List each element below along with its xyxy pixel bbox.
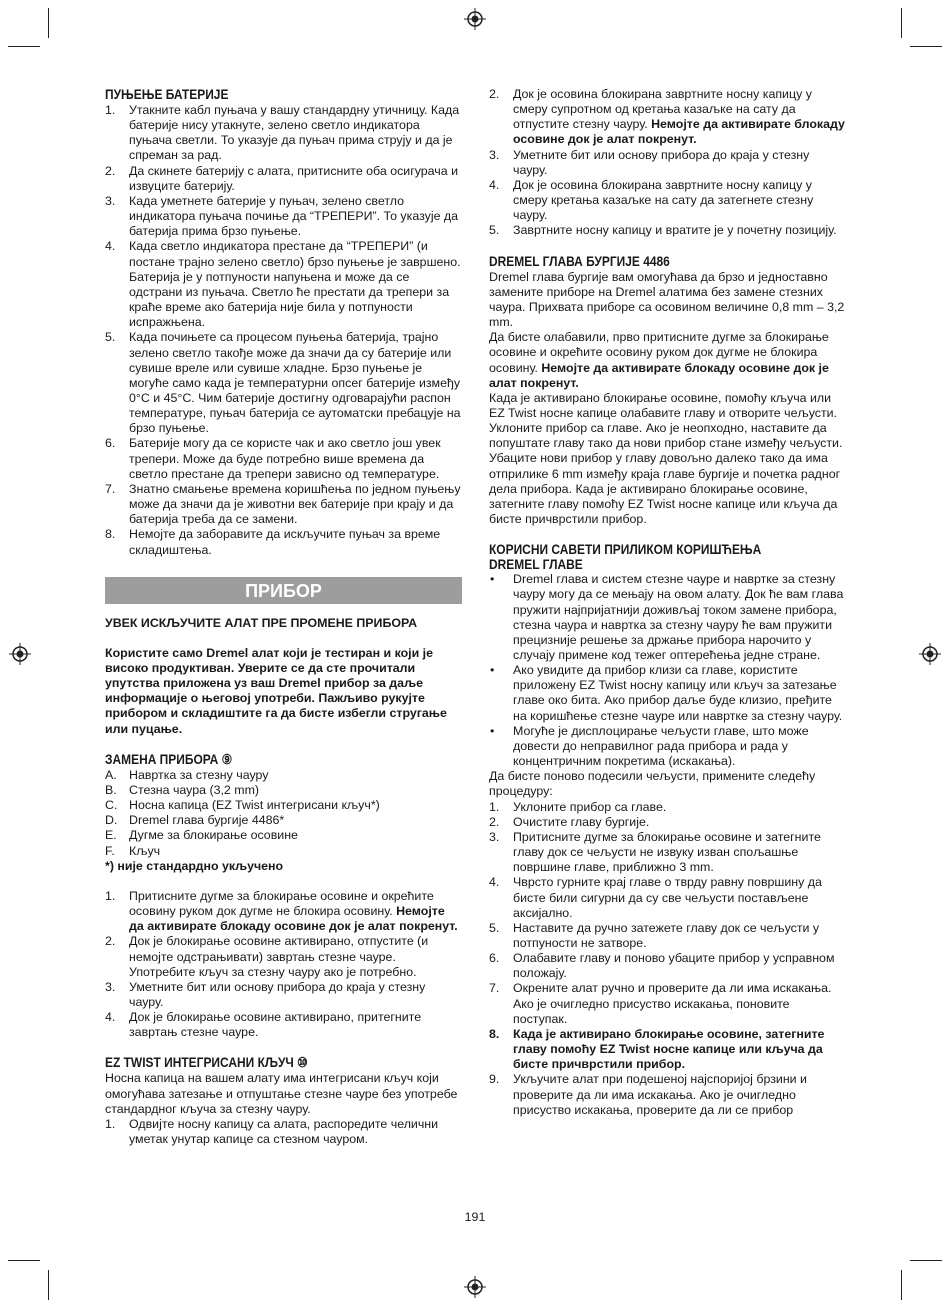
use-dremel-paragraph: Користите само Dremel алат који је тестиран и који је високо продуктиван. Уверите се да сте прочитали упутства приложена уз ваш Dremel прибор за даље информације о његовој употреби. Пажљиво рукујте прибором и складиштите га да бисте избегли стругање или пуцање. [105, 645, 447, 736]
list-item: 1. Притисните дугме за блокирање осовине и окрећите осовину руком док дугме не блокира осовину. Немојте да активирате блокаду осовине док је алат покренут. [105, 888, 458, 934]
list-item: • Ако увидите да прибор клизи са главе, користите приложену EZ Twist носну капицу или кључ за затезање главе око бита. Ако прибор даље буде клизио, пређите на коришћење стезне чауре или навртке за стезну чауру. [490, 663, 843, 723]
crop-mark [901, 8, 902, 38]
list-item: 8. Када је активирано блокирање осовине, затегните главу помоћу EZ Twist носне капице или кључа да бисте причврстили прибор. [489, 1026, 825, 1072]
tips-title: КОРИСНИ САВЕТИ ПРИЛИКОМ КОРИШЋЕЊА DREMEL ГЛАВЕ [489, 542, 762, 573]
list-item: A. Навртка за стезну чауру [105, 767, 269, 782]
list-item: 5. Када почињете са процесом пуњења батерија, трајно зелено светло такође може да значи да су батерије или сувише вреле или сувише хладне. Брзо пуњење је могуће само када је температурни опсег батерије између 0°C и 45°C. Чим батерије достигну одговарајући распон температуре, пуњач батерија се аутоматски пребацује на брзо пуњење. [105, 330, 461, 436]
crop-mark [910, 46, 942, 47]
list-item: 7. Окрените алат ручно и проверите да ли има искакања. Ако је очигледно присуство искакања, поновите поступак. [489, 981, 832, 1026]
page-number: 191 [464, 1210, 486, 1224]
list-item: 1. Уклоните прибор са главе. [489, 799, 667, 814]
chuck-paragraph: Уклоните прибор са главе. Ако је неопходно, наставите да попуштате главу тако да нови прибор стане између чељусти. Убаците нови прибор у главу довољно далеко тако да има отприлике 6 mm између краја главе бургије и почетка радног дела прибора. Када је активирано блокирање осовине, затегните главу помоћу EZ Twist носне капице или кључа да бисте причврстили прибор. [489, 421, 843, 527]
registration-mark-icon [9, 643, 31, 665]
list-item: 8. Немојте да заборавите да искључите пуњач за време складиштења. [105, 527, 441, 557]
list-item: 9. Укључите алат при подешеној најспоријој брзини и проверите да ли има искакања. Ако је очигледно присуство искакања, проверите да ли се прибор [489, 1072, 807, 1117]
ez-steps [105, 1117, 462, 1147]
right-column [489, 87, 846, 1118]
section-banner: ПРИБОР [105, 577, 462, 604]
chuck-paragraph: Када је активирано блокирање осовине, помоћу кључа или EZ Twist носне капице олабавите главу и отворите чељусти. [489, 390, 838, 420]
chuck-paragraph: Да бисте олабавили, прво притисните дугме за блокирање осовине и окрећите осовину руком док дугме не блокира осовину. Немојте да активирате блокаду осовине док је алат покренут. [489, 330, 829, 390]
registration-mark-icon [919, 643, 941, 665]
crop-mark [901, 1270, 902, 1300]
change-accessories-title: ЗАМЕНА ПРИБОРА ⑨ [105, 751, 233, 767]
list-item: 3. Уметните бит или основу прибора до краја у стезну чауру. [105, 979, 426, 1009]
list-item: 2. Док је блокирање осовине активирано, отпустите (и немојте одстрањивати) завртањ стезне чауре. Употребите кључ за стезну чауру ако је потребно. [105, 934, 429, 979]
list-item: E. Дугме за блокирање осовине [105, 828, 298, 843]
parts-list [105, 768, 462, 859]
list-item: 2. Очистите главу бургије. [489, 814, 650, 829]
list-item: • Dremel глава и систем стезне чауре и навртке за стезну чауру могу да се мењају на овом алату. Док ће вам глава пружити најпријатнији доживљај током замене прибора, стезна чаура и навртка за стезну чауру ће вам пружити прецизније решење за држање прибора нарочито у случају примене код тежег оптерећења једне стране. [490, 572, 844, 662]
change-steps [105, 889, 462, 1041]
registration-mark-icon [464, 1276, 486, 1298]
list-item: 6. Батерије могу да се користе чак и ако светло још увек трепери. Може да буде потребно више времена да светло престане да трепери зависно од температуре. [105, 436, 441, 481]
list-item: 3. Када уметнете батерије у пуњач, зелено светло индикатора пуњача почиње да “ТРЕПЕРИ”. То указује да батерија прима брзо пуњење. [105, 193, 459, 239]
list-item: 4. Чврсто гурните крај главе о тврду равну површину да бисте били сигурни да су све чељусти постављене аксијално. [489, 875, 822, 920]
crop-mark [8, 1260, 40, 1261]
left-column [105, 87, 462, 1147]
list-item: 2. Док је осовина блокирана завртните носну капицу у смеру супротном од кретања казаљке на сату да отпустите стезну чауру. Немојте да активирате блокаду осовине док је алат покренут. [489, 87, 845, 147]
list-item: C. Носна капица (EZ Twist интегрисани кључ*) [105, 798, 380, 813]
list-item: 3. Притисните дугме за блокирање осовине и затегните главу док се чељусти не извуку изван спољашње површине главе, приближно 3 mm. [489, 829, 821, 875]
crop-mark [48, 1270, 49, 1300]
list-item: 1. Утакните кабл пуњача у вашу стандардну утичницу. Када батерије нису утакнуте, зелено светло индикатора пуњача светли. То указује да пуњач прима струју и да је спреман за рад. [105, 103, 460, 163]
tips-intro: Да бисте поново подесили чељусти, примените следећу процедуру: [489, 769, 816, 799]
tips-bullets [489, 572, 846, 769]
list-item: F. Кључ [105, 843, 161, 858]
crop-mark [48, 8, 49, 38]
crop-mark [8, 46, 40, 47]
list-item: 6. Олабавите главу и поново убаците прибор у усправном положају. [489, 951, 835, 981]
list-item: 5. Завртните носну капицу и вратите је у почетну позицију. [489, 223, 837, 238]
registration-mark-icon [464, 8, 486, 30]
list-item: 4. Док је осовина блокирана завртните носну капицу у смеру кретања казаљке на сату да затегнете стезну чауру. [489, 177, 814, 223]
list-item: D. Dremel глава бургије 4486* [105, 813, 285, 828]
list-item: 1. Одвијте носну капицу са алата, распоредите челични уметак унутар капице са стезном чауром. [105, 1116, 439, 1147]
list-item: • Могуће је дисплоцирање чељусти главе, што може довести до неправилног рада прибора и рада у концентричним покретима (искакања). [490, 723, 809, 769]
list-item: 3. Уметните бит или основу прибора до краја у стезну чауру. [489, 147, 810, 177]
list-item: 2. Да скинете батерију с алата, притисните оба осигурача и извуците батерију. [105, 163, 458, 193]
crop-mark [910, 1260, 942, 1261]
chuck-paragraph: Dremel глава бургије вам омогућава да брзо и једноставно замените приборе на Dremel алатима без замене стезних чаура. Прихвата приборе са осовином величине 0,8 mm – 3,2 mm. [489, 269, 845, 330]
tips-steps [489, 800, 846, 1118]
chuck-title: DREMEL ГЛАВА БУРГИЈЕ 4486 [489, 253, 670, 269]
parts-note: *) није стандардно укључено [105, 858, 284, 873]
unplug-warning: УВЕК ИСКЉУЧИТЕ АЛАТ ПРЕ ПРОМЕНЕ ПРИБОРА [105, 615, 418, 630]
list-item: B. Стезна чаура (3,2 mm) [105, 782, 260, 797]
charging-steps [105, 103, 462, 558]
ez-steps-continued [489, 87, 846, 239]
list-item: 4. Када светло индикатора престане да “ТРЕПЕРИ” (и постане трајно зелено светло) брзо пуњење је завршено. Батерија је у потпуности напуњена и може да се одстрани из пуњача. Светло ће престати да трепери за краће време ако батерија није била у потпуности испражњена. [105, 239, 461, 330]
ez-twist-paragraph: Носна капица на вашем алату има интегрисани кључ који омогућава затезање и отпуштање стезне чауре без употребе стандардног кључа за стезну чауру. [105, 1071, 458, 1116]
charging-title: ПУЊЕЊЕ БАТЕРИЈЕ [105, 87, 229, 102]
list-item: 5. Наставите да ручно затежете главу док се чељусти у потпуности не затворе. [489, 920, 820, 950]
list-item: 4. Док је блокирање осовине активирано, притегните завртањ стезне чауре. [105, 1010, 422, 1040]
list-item: 7. Знатно смањење времена коришћења по једном пуњењу може да значи да је животни век батерије при крају и да батерија треба да се замени. [105, 481, 461, 527]
ez-twist-title: EZ TWIST ИНТЕГРИСАНИ КЉУЧ ⑩ [105, 1055, 308, 1071]
